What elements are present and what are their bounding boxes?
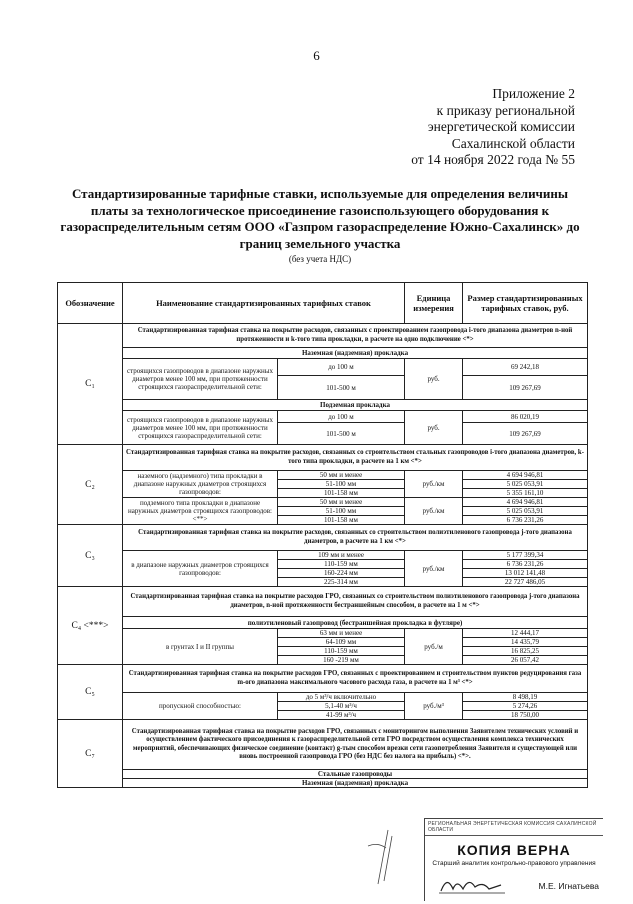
- c5-value: 18 750,00: [463, 711, 588, 720]
- signature-icon: [437, 871, 507, 897]
- table-row: [58, 324, 588, 348]
- c1-range: 101-500 м: [278, 376, 405, 400]
- stamp-copy-label: КОПИЯ ВЕРНА: [457, 842, 571, 858]
- c4-diameter: 64-109 мм: [278, 638, 405, 647]
- c5-capacity: 5,1-40 м³/ч: [278, 702, 405, 711]
- appendix-line: от 14 ноября 2022 года № 55: [411, 152, 575, 167]
- c2-diameter: 50 мм и менее: [278, 498, 405, 507]
- table-row: [58, 770, 588, 779]
- c2-unit: руб./км: [405, 498, 463, 525]
- table-row: [58, 693, 588, 702]
- c4-value: 12 444,17: [463, 629, 588, 638]
- c3-value: 13 012 141,48: [463, 569, 588, 578]
- table-row: [58, 551, 588, 560]
- c2-diameter: 101-158 мм: [278, 516, 405, 525]
- c7-steel-heading: Стальные газопроводы: [123, 770, 588, 779]
- c3-diameter: 109 мм и менее: [278, 551, 405, 560]
- c4-value: 26 057,42: [463, 656, 588, 665]
- header-code: Обозначение: [58, 283, 123, 324]
- handwritten-mark: [348, 826, 428, 886]
- code-c5: С₅: [58, 665, 123, 720]
- c1-value: 69 242,18: [463, 359, 588, 376]
- table-row: [58, 617, 588, 629]
- c4-value: 14 435,79: [463, 638, 588, 647]
- c2-diameter: 51-100 мм: [278, 480, 405, 489]
- table-row: [58, 445, 588, 471]
- c2-value: 5 025 053,91: [463, 507, 588, 516]
- c3-diameter: 225-314 мм: [278, 578, 405, 587]
- c7-ground-heading: Наземная (надземная) прокладка: [123, 779, 588, 788]
- table-row: [58, 359, 588, 376]
- c3-value: 6 736 231,26: [463, 560, 588, 569]
- c5-value: 5 274,26: [463, 702, 588, 711]
- c3-unit: руб./км: [405, 551, 463, 587]
- c5-capacity: 41-99 м³/ч: [278, 711, 405, 720]
- table-row: [58, 498, 588, 507]
- appendix-line: энергетической комиссии: [427, 119, 575, 134]
- c4-value: 16 825,25: [463, 647, 588, 656]
- c1-value: 109 267,69: [463, 376, 588, 400]
- c2-value: 5 025 053,91: [463, 480, 588, 489]
- c4-sub-heading: полиэтиленовый газопровод (бестраншейная прокладка в футляре): [123, 617, 588, 629]
- desc-c2: Стандартизированная тарифная ставка на покрытие расходов, связанных со строительством стальных газопроводов i-того диапазона диаметров, k-того типа прокладки, в расчете на 1 км <*>: [123, 445, 588, 471]
- table-row: [58, 779, 588, 788]
- c5-unit: руб./м³: [405, 693, 463, 720]
- table-row: [58, 720, 588, 770]
- table-row: [58, 348, 588, 359]
- table-row: [58, 587, 588, 617]
- appendix-line: Сахалинской области: [451, 135, 575, 151]
- header-unit: Единица измерения: [405, 283, 463, 324]
- c1-range: до 100 м: [278, 359, 405, 376]
- certification-stamp: [424, 818, 603, 901]
- c2-value: 6 736 231,26: [463, 516, 588, 525]
- c5-capacity: до 5 м³/ч включительно: [278, 693, 405, 702]
- c1-value: 86 020,19: [463, 411, 588, 423]
- table-row: [58, 525, 588, 551]
- appendix-line: к приказу региональной: [436, 102, 575, 118]
- desc-c5: Стандартизированная тарифная ставка на покрытие расходов ГРО, связанных с проектированием и строительством пунктов редуцирования газа m-ого диапазона максимального часового расхода газа, в расчете на 1 м³ <*>: [123, 665, 588, 693]
- c1-range: до 100 м: [278, 411, 405, 423]
- appendix-block: [345, 86, 575, 169]
- desc-c1: Стандартизированная тарифная ставка на покрытие расходов, связанных с проектированием газопровода i-того диапазона диаметров n-ной протяженности и k-того типа прокладки, в расчете на одно подключение <*>: [123, 324, 588, 348]
- c2-value: 4 694 946,81: [463, 471, 588, 480]
- table-row: [58, 411, 588, 423]
- c3-diameter: 110-159 мм: [278, 560, 405, 569]
- document-subtitle: (без учета НДС): [288, 254, 352, 264]
- c1-range: 101-500 м: [278, 423, 405, 445]
- c2-diameter: 50 мм и менее: [278, 471, 405, 480]
- table-row: [58, 629, 588, 638]
- code-c7: С₇: [58, 720, 123, 788]
- c2-label-underground: подземного типа прокладки в диапазоне наружных диаметров строящихся газопроводов: <**>: [123, 498, 278, 525]
- c1-value: 109 267,69: [463, 423, 588, 445]
- c2-label-ground: наземного (надземного) типа прокладки в диапазоне наружных диаметров строящихся газопроводов:: [123, 471, 278, 498]
- tariff-table: [57, 282, 588, 788]
- table-row: [58, 400, 588, 411]
- c4-diameter: 110-159 мм: [278, 647, 405, 656]
- c2-unit: руб./км: [405, 471, 463, 498]
- c2-value: 4 694 946,81: [463, 498, 588, 507]
- c1-unit: руб.: [405, 411, 463, 445]
- c1-unit: руб.: [405, 359, 463, 400]
- c2-value: 5 355 161,10: [463, 489, 588, 498]
- c1-label-ground: строящихся газопроводов в диапазоне наружных диаметров менее 100 мм, при протяженности строящихся газораспределительной сети:: [123, 359, 278, 400]
- code-c3: С₃: [58, 525, 123, 587]
- table-row: [58, 665, 588, 693]
- c5-value: 8 498,19: [463, 693, 588, 702]
- c4-unit: руб./м: [405, 629, 463, 665]
- stamp-position: Старший аналитик контрольно-правового управления: [432, 860, 596, 867]
- c4-label: в грунтах I и II группы: [123, 629, 278, 665]
- page-number: 6: [313, 48, 320, 63]
- c3-value: 22 727 486,05: [463, 578, 588, 587]
- c2-diameter: 101-158 мм: [278, 489, 405, 498]
- c3-value: 5 177 399,34: [463, 551, 588, 560]
- c4-diameter: 160 -219 мм: [278, 656, 405, 665]
- c3-label: в диапазоне наружных диаметров строящихся газопроводов:: [123, 551, 278, 587]
- desc-c3: Стандартизированная тарифная ставка на покрытие расходов, связанных со строительством полиэтиленового газопровода j-того диапазона диаметров, в расчете на 1 км <*>: [123, 525, 588, 551]
- desc-c4: Стандартизированная тарифная ставка на покрытие расходов ГРО, связанных со строительством полиэтиленового газопровода j-того диапазона диаметров, n-ной протяженности бестраншейным способом, в расчете на 1 м <*>: [123, 587, 588, 617]
- code-c4: С₄ <***>: [58, 587, 123, 665]
- appendix-line: Приложение 2: [492, 86, 575, 101]
- table-row: [58, 471, 588, 480]
- header-size: Размер стандартизированных тарифных ставок, руб.: [463, 283, 588, 324]
- c1-label-underground: строящихся газопроводов в диапазоне наружных диаметров менее 100 мм, при протяженности строящихся газораспределительной сети:: [123, 411, 278, 445]
- table-header-row: [58, 283, 588, 324]
- code-c2: С₂: [58, 445, 123, 525]
- c3-diameter: 160-224 мм: [278, 569, 405, 578]
- header-name: Наименование стандартизированных тарифных ставок: [123, 283, 405, 324]
- c1-underground-heading: Подземная прокладка: [123, 400, 588, 411]
- stamp-signer-name: М.Е. Игнатьева: [538, 881, 599, 891]
- code-c1: С₁: [58, 324, 123, 445]
- stamp-organization: РЕГИОНАЛЬНАЯ ЭНЕРГЕТИЧЕСКАЯ КОМИССИЯ САХАЛИНСКОЙ ОБЛАСТИ: [425, 819, 603, 836]
- c4-diameter: 63 мм и менее: [278, 629, 405, 638]
- c2-diameter: 51-100 мм: [278, 507, 405, 516]
- desc-c7: Стандартизированная тарифная ставка на покрытие расходов ГРО, связанных с мониторингом выполнения Заявителем технических условий и осуществлением фактического присоединения к газораспределительной сети ГРО посредством осуществления комплекса технических мероприятий, обеспечивающих физическое соединение (контакт) g-тым способом врезки сети газопотребления Заявителя и существующей или вновь построенной газопровода ГРО (без НДС без налога на прибыль) <*>.: [123, 720, 588, 770]
- c5-label: пропускной способностью:: [123, 693, 278, 720]
- c1-ground-heading: Наземная (надземная) прокладка: [123, 348, 588, 359]
- document-title: Стандартизированные тарифные ставки, используемые для определения величины платы за технологическое присоединение газоиспользующего оборудования к газораспределительным сетям ООО «Газпром газораспределение Южно-Сахалинск» до границ земельного участка: [60, 186, 580, 251]
